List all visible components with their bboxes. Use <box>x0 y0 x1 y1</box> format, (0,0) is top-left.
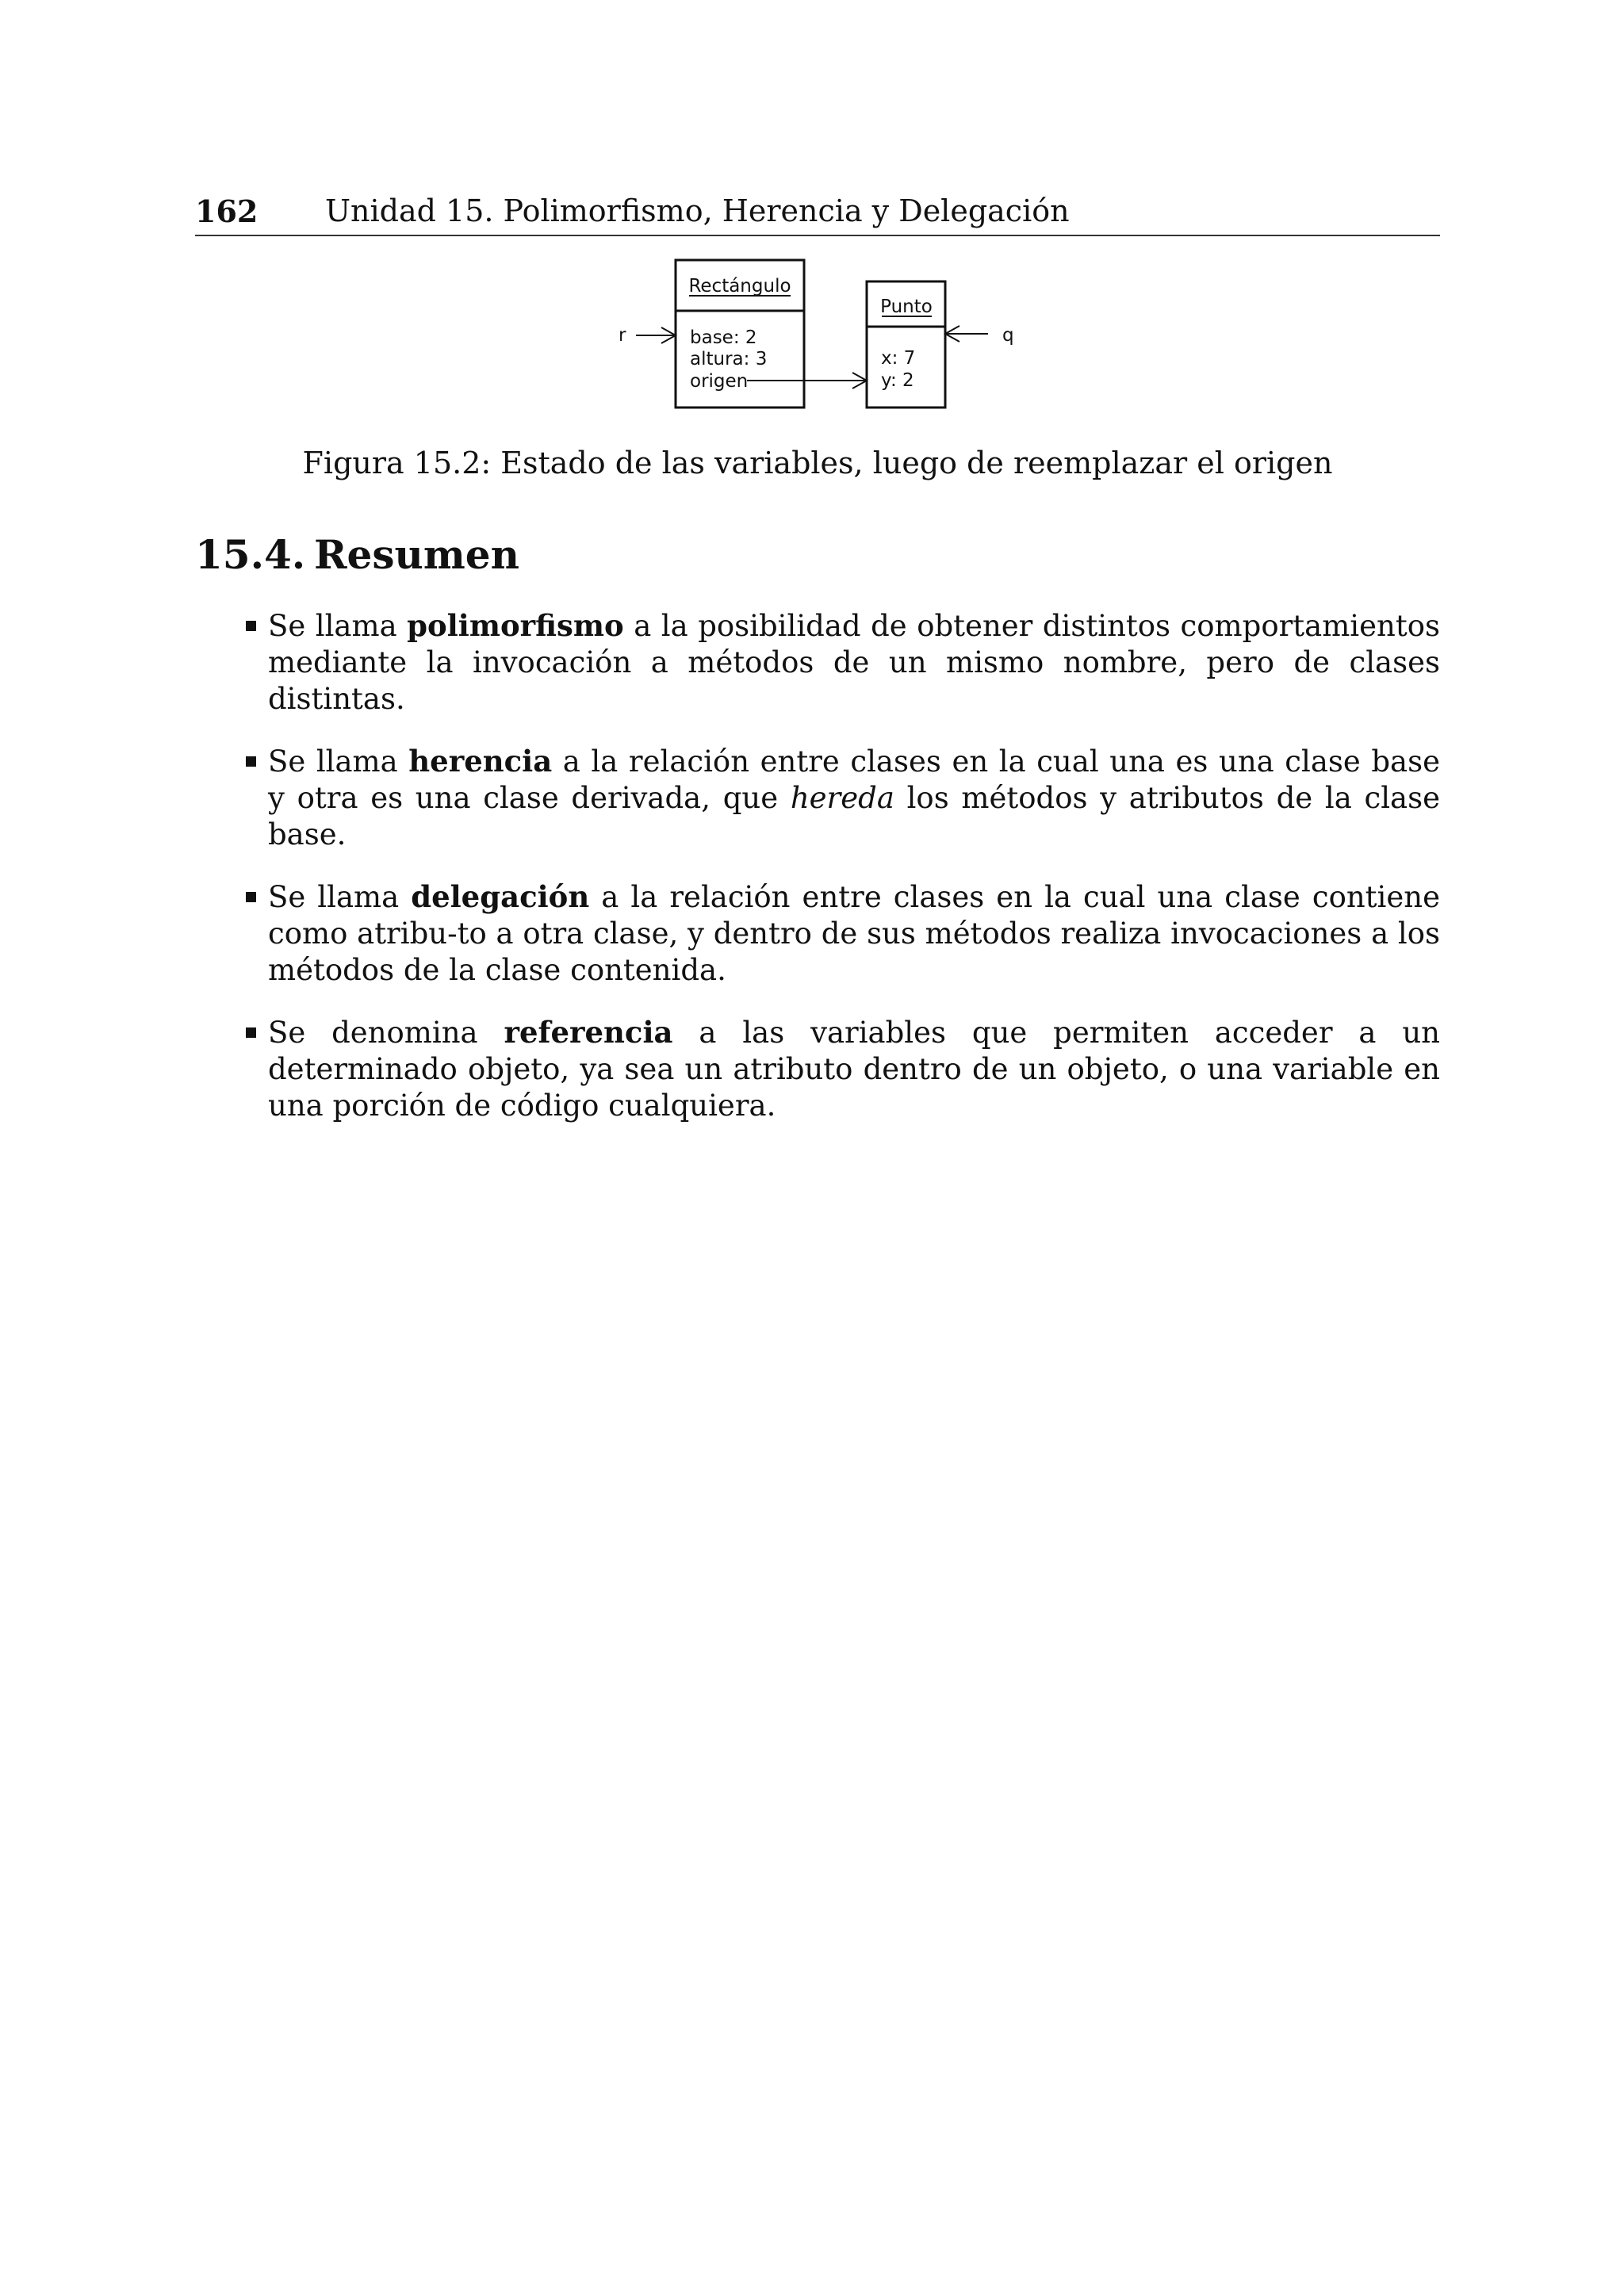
rectangulo-attr-base: base: 2 <box>690 327 757 348</box>
ref-q-label: q <box>1002 325 1014 346</box>
item-text: los métodos y atributos de la clase base. <box>268 781 1440 851</box>
figure-caption: Figura 15.2: Estado de las variables, luego de reemplazar el origen <box>302 446 1333 480</box>
bullet-icon <box>246 621 256 631</box>
page-number: 162 <box>195 193 259 229</box>
item-term: delegación <box>411 879 590 914</box>
item-text: Se llama <box>268 880 412 914</box>
bullet-icon <box>246 892 256 902</box>
item-term: referencia <box>504 1015 673 1050</box>
punto-title: Punto <box>880 297 933 317</box>
item-text: a la relación entre clases en la cual una clase contiene como atribu-to a otra clase, y dentro de sus métodos realiza invocaciones a los métodos de la clase contenida. <box>268 880 1440 987</box>
summary-item-polimorfismo <box>195 607 1440 718</box>
item-text: a las variables que permiten acceder a un determinado objeto, ya sea un atributo dentro de un objeto, o una variable en una porción de código cualquiera. <box>268 1016 1440 1123</box>
item-term: polimorfismo <box>407 608 624 643</box>
rectangulo-attr-altura: altura: 3 <box>690 349 768 369</box>
rectangulo-attr-origen: origen <box>690 371 749 392</box>
item-term: herencia <box>408 744 553 779</box>
section-title: Resumen <box>314 531 519 578</box>
bullet-icon <box>246 1027 256 1038</box>
item-text: a la relación entre clases en la cual una es una clase base y otra es una clase derivada, que <box>268 744 1440 815</box>
bullet-icon <box>246 756 256 767</box>
item-text: Se denomina <box>268 1016 504 1050</box>
summary-item-delegacion <box>195 878 1440 989</box>
summary-item-referencia <box>195 1014 1440 1124</box>
item-text: Se llama <box>268 744 409 779</box>
header-title: Unidad 15. Polimorfismo, Herencia y Delegación <box>325 193 1070 228</box>
summary-list <box>195 607 1440 1150</box>
punto-attr-x: x: 7 <box>881 348 916 369</box>
item-text: a la posibilidad de obtener distintos comportamientos mediante la invocación a métodos de un mismo nombre, pero de clases distintas. <box>268 609 1440 716</box>
section-number: 15.4. <box>195 531 306 578</box>
item-text: Se llama <box>268 609 408 643</box>
item-emphasis: hereda <box>790 781 894 815</box>
summary-item-herencia <box>195 743 1440 853</box>
punto-attr-y: y: 2 <box>881 370 914 391</box>
rectangulo-title: Rectángulo <box>688 276 791 297</box>
section-heading <box>195 531 519 578</box>
object-diagram <box>0 0 1624 444</box>
ref-r-label: r <box>619 325 626 346</box>
